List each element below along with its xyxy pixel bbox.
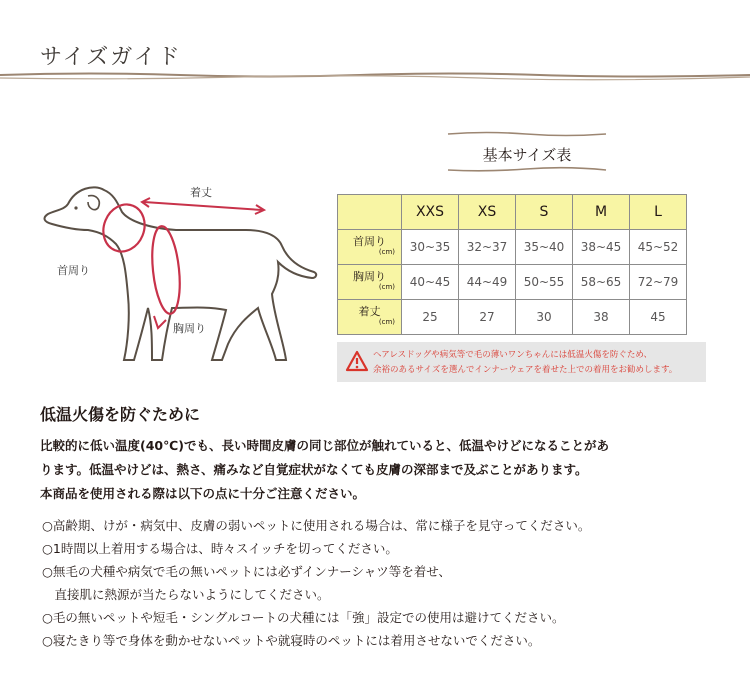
row-unit: (cm) xyxy=(378,283,395,291)
size-table xyxy=(337,194,687,335)
table-cell: 58~65 xyxy=(573,265,630,300)
row-label: 首周り xyxy=(353,235,386,248)
page-title: サイズガイド xyxy=(40,45,182,70)
dog-ear xyxy=(88,196,99,210)
warning-text-line2: 余裕のあるサイズを選んでインナーウェアを着せた上での着用をお勧めします。 xyxy=(373,365,678,375)
table-cell: 25 xyxy=(402,300,459,335)
row-header-neck xyxy=(338,230,402,265)
table-cell: 44~49 xyxy=(459,265,516,300)
row-label: 着丈 xyxy=(358,305,381,318)
list-item: ○高齢期、けが・病気中、皮膚の弱いペットに使用される場合は、常に様子を見守ってください。 xyxy=(42,518,591,533)
table-cell: 27 xyxy=(459,300,516,335)
title-divider xyxy=(0,70,750,82)
table-cell: 40~45 xyxy=(402,265,459,300)
paragraph-line: ります。低温やけどは、熱さ、痛みなど自覚症状がなくても皮膚の深部まで及ぶことがあります。 xyxy=(40,462,588,477)
length-label: 着丈 xyxy=(190,186,212,199)
warning-box xyxy=(337,342,706,382)
table-cell: 30~35 xyxy=(402,230,459,265)
table-cell: 35~40 xyxy=(516,230,573,265)
size-table-title: 基本サイズ表 xyxy=(482,146,572,164)
heading-rule-top xyxy=(446,130,608,138)
row-header-length xyxy=(338,300,402,335)
table-cell: 38 xyxy=(573,300,630,335)
size-table-header-row xyxy=(338,195,687,230)
chest-label: 胸周り xyxy=(173,322,206,335)
table-cell: 38~45 xyxy=(573,230,630,265)
neck-label: 首周り xyxy=(57,264,90,277)
length-measure-line xyxy=(144,202,262,210)
table-corner-cell xyxy=(338,195,402,230)
row-unit: (cm) xyxy=(378,248,395,256)
table-cell: 30 xyxy=(516,300,573,335)
section-title: 低温火傷を防ぐために xyxy=(40,405,201,424)
size-header-m: M xyxy=(573,195,630,230)
dog-eye xyxy=(74,206,77,209)
paragraph-line: 比較的に低い温度(40℃)でも、長い時間皮膚の同じ部位が触れていると、低温やけどになることがあ xyxy=(40,438,609,453)
table-row xyxy=(338,230,687,265)
list-item: ○無毛の犬種や病気で毛の無いペットには必ずインナーシャツ等を着せ、 xyxy=(42,564,451,579)
size-header-xs: XS xyxy=(459,195,516,230)
table-cell: 50~55 xyxy=(516,265,573,300)
table-row xyxy=(338,300,687,335)
size-table-heading xyxy=(446,130,608,172)
row-label: 胸周り xyxy=(353,270,386,283)
list-item: ○1時間以上着用する場合は、時々スイッチを切ってください。 xyxy=(42,541,398,556)
size-header-l: L xyxy=(630,195,687,230)
table-row xyxy=(338,265,687,300)
list-item: ○寝たきり等で身体を動かせないペットや就寝時のペットには着用させないでください。 xyxy=(42,633,541,648)
row-header-chest xyxy=(338,265,402,300)
paragraph-line: 本商品を使用される際は以下の点に十分ご注意ください。 xyxy=(40,486,366,501)
table-cell: 32~37 xyxy=(459,230,516,265)
list-item: ○毛の無いペットや短毛・シングルコートの犬種には「強」設定での使用は避けてください。 xyxy=(42,610,565,625)
table-cell: 45 xyxy=(630,300,687,335)
size-header-s: S xyxy=(516,195,573,230)
table-cell: 45~52 xyxy=(630,230,687,265)
warning-text-line1: ヘアレスドッグや病気等で毛の薄いワンちゃんには低温火傷を防ぐため、 xyxy=(373,350,652,360)
warning-icon xyxy=(345,350,369,372)
heading-rule-bottom xyxy=(446,166,608,174)
row-unit: (cm) xyxy=(378,318,395,326)
table-cell: 72~79 xyxy=(630,265,687,300)
list-item: 直接肌に熱源が当たらないようにしてください。 xyxy=(42,587,330,602)
size-header-xxs: XXS xyxy=(402,195,459,230)
